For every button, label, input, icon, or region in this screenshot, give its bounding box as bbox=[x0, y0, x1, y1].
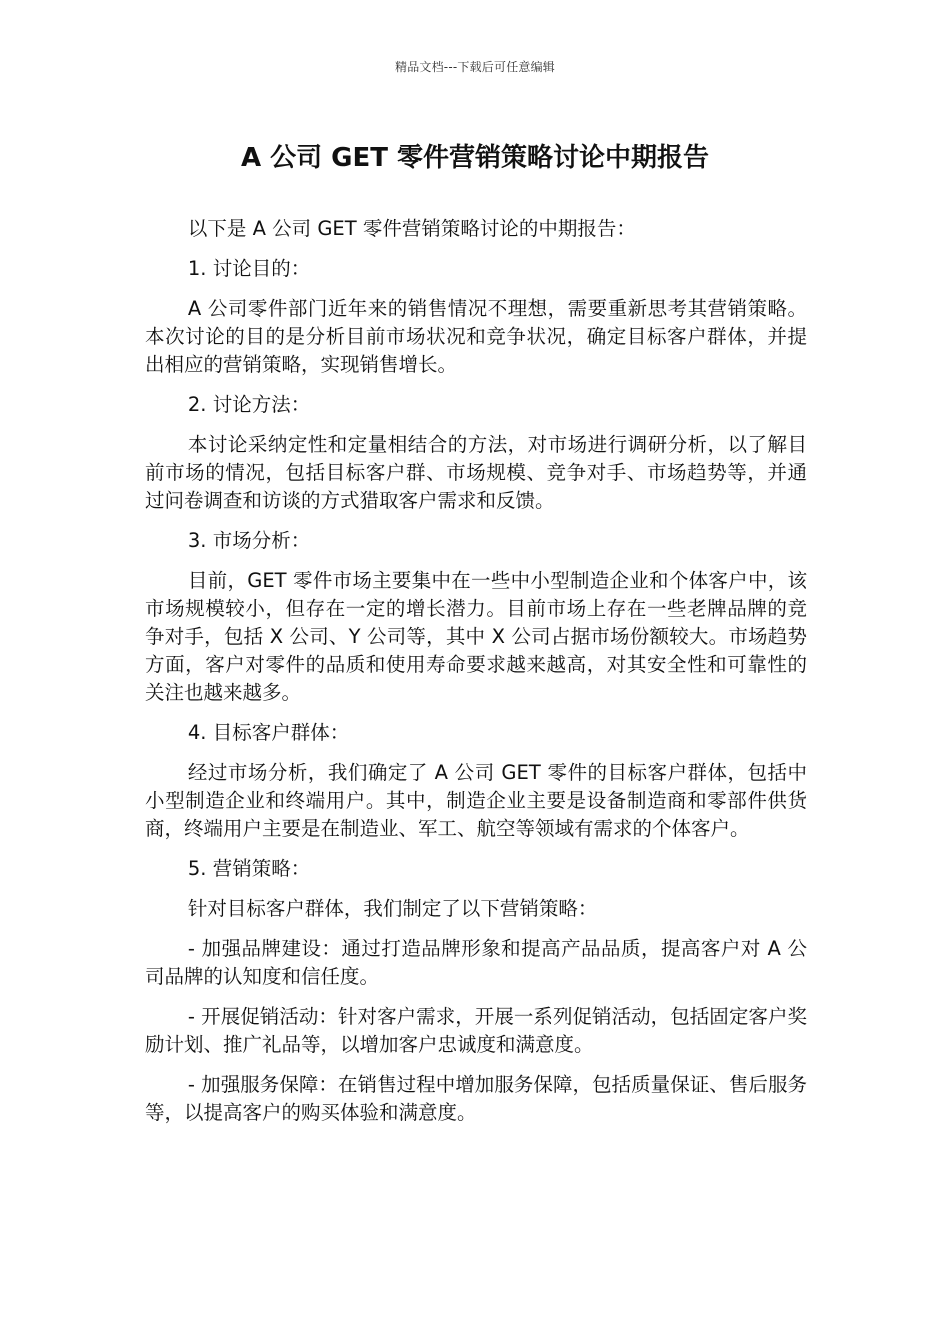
section-heading-purpose: 1. 讨论目的： bbox=[187, 257, 311, 280]
section-paragraph-strategy-intro: 针对目标客户群体，我们制定了以下营销策略： bbox=[187, 897, 598, 920]
section-heading-method: 2. 讨论方法： bbox=[187, 393, 311, 416]
section-heading-strategy: 5. 营销策略： bbox=[187, 857, 311, 880]
page-header: 精品文档---下载后可任意编辑 bbox=[395, 60, 555, 74]
strategy-item-service: - 加强服务保障：在销售过程中增加服务保障，包括质量保证、售后服务等，以提高客户的购买体验和满意度。 bbox=[145, 1073, 807, 1124]
section-paragraph-method: 本讨论采纳定性和定量相结合的方法，对市场进行调研分析，以了解目前市场的情况，包括目标客户群、市场规模、竞争对手、市场趋势等，并通过问卷调查和访谈的方式猎取客户需求和反馈。 bbox=[145, 433, 807, 512]
section-paragraph-market: 目前，GET 零件市场主要集中在一些中小型制造企业和个体客户中，该市场规模较小，但存在一定的增长潜力。目前市场上存在一些老牌品牌的竞争对手，包括 X 公司、Y 公司等，其中 X 公司占据市场份额较大。市场趋势方面，客户对零件的品质和使用寿命要求越来越高，对其安全性和可靠性的关注也越来越多。 bbox=[145, 569, 807, 704]
section-heading-market: 3. 市场分析： bbox=[187, 529, 311, 552]
document-title: A 公司 GET 零件营销策略讨论中期报告 bbox=[240, 143, 710, 173]
strategy-item-promotion: - 开展促销活动：针对客户需求，开展一系列促销活动，包括固定客户奖励计划、推广礼品等，以增加客户忠诚度和满意度。 bbox=[145, 1005, 807, 1056]
strategy-item-brand: - 加强品牌建设：通过打造品牌形象和提高产品品质，提高客户对 A 公司品牌的认知度和信任度。 bbox=[145, 937, 807, 988]
intro-paragraph: 以下是 A 公司 GET 零件营销策略讨论的中期报告： bbox=[187, 217, 636, 240]
document-body bbox=[145, 215, 807, 1139]
section-paragraph-purpose: A 公司零件部门近年来的销售情况不理想，需要重新思考其营销策略。本次讨论的目的是分析目前市场状况和竞争状况，确定目标客户群体，并提出相应的营销策略，实现销售增长。 bbox=[145, 297, 807, 376]
section-paragraph-target: 经过市场分析，我们确定了 A 公司 GET 零件的目标客户群体，包括中小型制造企业和终端用户。其中，制造企业主要是设备制造商和零部件供货商，终端用户主要是在制造业、军工、航空等领域有需求的个体客户。 bbox=[145, 761, 807, 840]
section-heading-target: 4. 目标客户群体： bbox=[187, 721, 350, 744]
